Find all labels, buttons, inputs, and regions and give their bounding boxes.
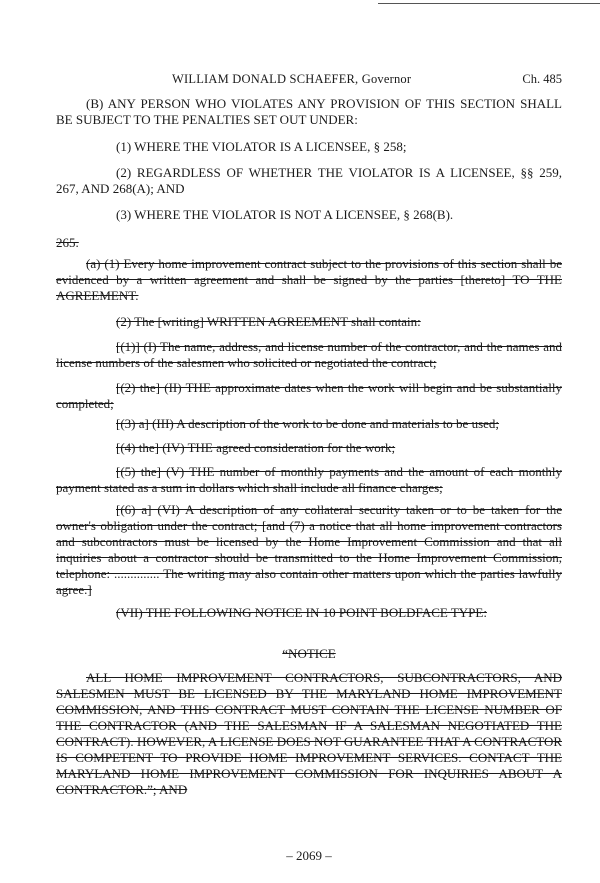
chapter-number: Ch. 485 (522, 72, 562, 86)
subitem-6: [(6) a] (VI) A description of any collateral security taken or to be taken for the owner's obligation under the contract; [and (7) a notice that all home improvement contractors and subcontractors must be licensed by the Home Improvement Commission and that all inquiries about a contractor should be transmitted to the Home Improvement Commission, telephone: .............. The writing may also contain other matters upon which the parties lawfully agree.] (56, 502, 562, 597)
subitem-3: [(3) a] (III) A description of the work to be done and materials to be used; (116, 416, 500, 431)
subitem-4: [(4) the] (IV) THE agreed consideration for the work; (116, 440, 396, 455)
paragraph-2: (2) The [writing] WRITTEN AGREEMENT shall contain: (116, 314, 421, 329)
subitem-7: (VII) THE FOLLOWING NOTICE IN 10 POINT BOLDFACE TYPE: (116, 605, 487, 620)
scan-edge-line (378, 3, 600, 4)
section-heading: 265. (56, 235, 79, 250)
subitem-1: [(1)] (I) The name, address, and license number of the contractor, and the names and license numbers of the salesmen who solicited or negotiated the contract; (56, 339, 562, 370)
subitem-5: [(5) the] (V) THE number of monthly payments and the amount of each monthly payment stated as a sum in dollars which shall include all finance charges; (56, 464, 562, 495)
list-item-1: (1) WHERE THE VIOLATOR IS A LICENSEE, § 258; (116, 139, 407, 154)
paragraph-b: (B) ANY PERSON WHO VIOLATES ANY PROVISION OF THIS SECTION SHALL BE SUBJECT TO THE PENALTIES SET OUT UNDER: (56, 96, 562, 127)
list-item-3: (3) WHERE THE VIOLATOR IS NOT A LICENSEE, § 268(B). (116, 207, 454, 222)
subitem-2: [(2) the] (II) THE approximate dates when the work will begin and be substantially completed; (56, 380, 562, 411)
notice-title: “NOTICE (282, 646, 336, 661)
notice-body: ALL HOME IMPROVEMENT CONTRACTORS, SUBCONTRACTORS, AND SALESMEN MUST BE LICENSED BY THE MARYLAND HOME IMPROVEMENT COMMISSION, AND THIS CONTRACT MUST CONTAIN THE LICENSE NUMBER OF THE CONTRACTOR (AND THE SALESMAN IF A SALESMAN NEGOTIATED THE CONTRACT). HOWEVER, A LICENSE DOES NOT GUARANTEE THAT A CONTRACTOR IS COMPETENT TO PROVIDE HOME IMPROVEMENT SERVICES. CONTACT THE MARYLAND HOME IMPROVEMENT COMMISSION FOR INQUIRIES ABOUT A CONTRACTOR.”; AND (56, 670, 562, 797)
list-item-2: (2) REGARDLESS OF WHETHER THE VIOLATOR IS A LICENSEE, §§ 259, 267, AND 268(A); AND (56, 165, 562, 196)
header-title: WILLIAM DONALD SCHAEFER, Governor (172, 72, 412, 86)
paragraph-a: (a) (1) Every home improvement contract subject to the provisions of this section shall be evidenced by a written agreement and shall be signed by the parties [thereto] TO THE AGREEMENT. (56, 256, 562, 303)
page-number: – 2069 – (286, 848, 332, 863)
